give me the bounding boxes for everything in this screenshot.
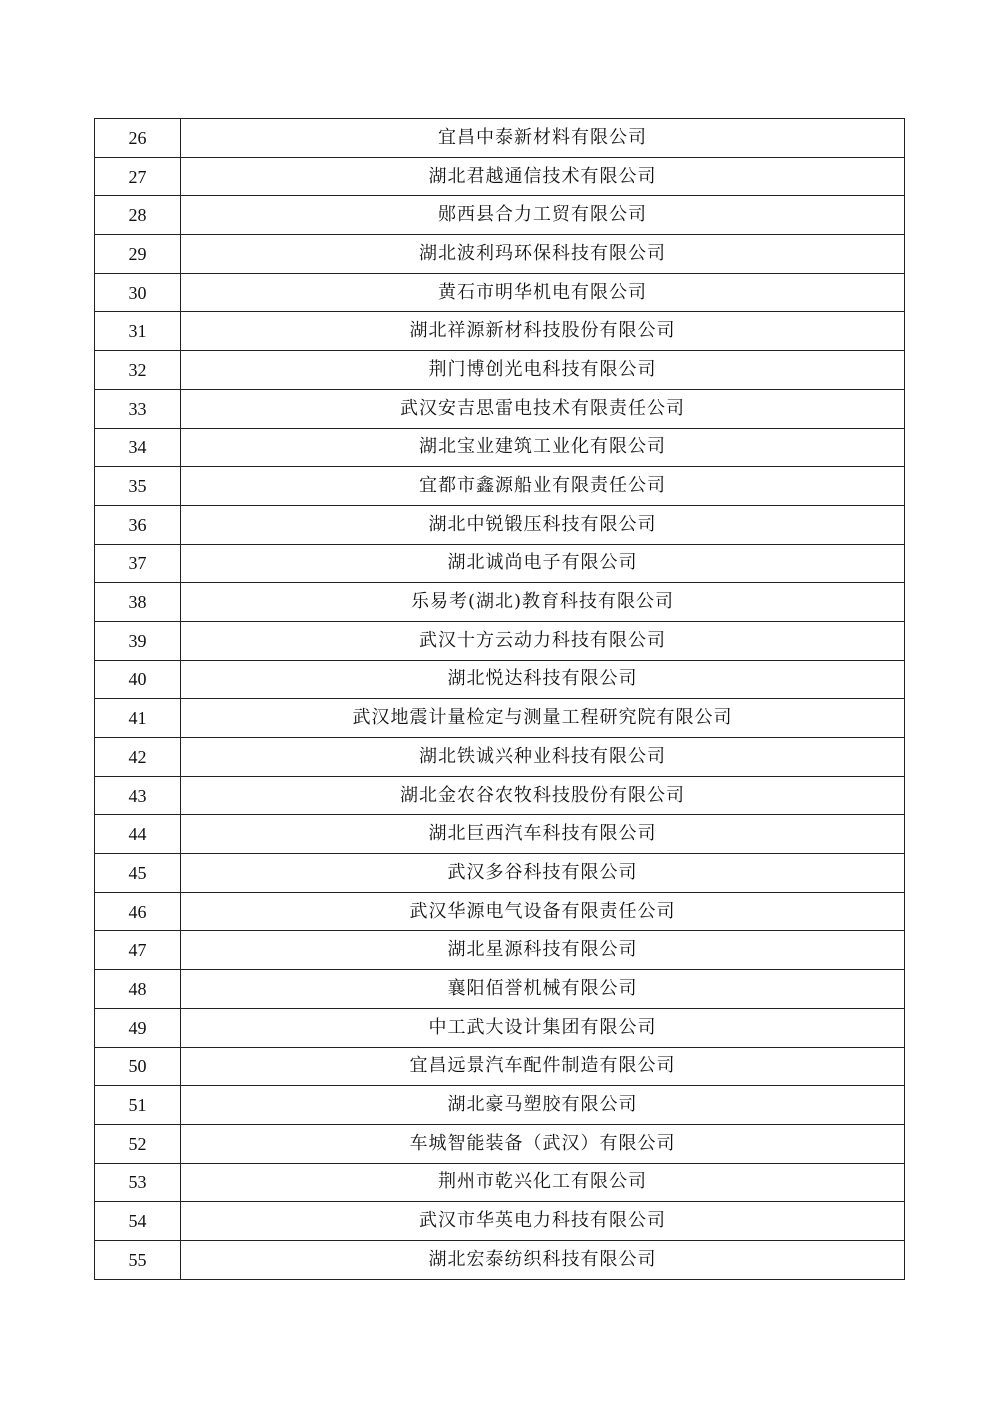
- company-name: 湖北诚尚电子有限公司: [181, 544, 905, 583]
- row-number: 45: [95, 854, 181, 893]
- company-name: 武汉地震计量检定与测量工程研究院有限公司: [181, 699, 905, 738]
- table-row: [95, 119, 905, 158]
- row-number: 35: [95, 467, 181, 506]
- company-name: 湖北君越通信技术有限公司: [181, 157, 905, 196]
- table-row: [95, 738, 905, 777]
- company-name: 武汉市华英电力科技有限公司: [181, 1202, 905, 1241]
- row-number: 38: [95, 583, 181, 622]
- table-row: [95, 931, 905, 970]
- company-name: 武汉多谷科技有限公司: [181, 854, 905, 893]
- table-row: [95, 621, 905, 660]
- table-row: [95, 389, 905, 428]
- company-name: 湖北宏泰纺织科技有限公司: [181, 1240, 905, 1279]
- company-name: 车城智能装备（武汉）有限公司: [181, 1124, 905, 1163]
- table-row: [95, 428, 905, 467]
- table-row: [95, 892, 905, 931]
- company-name: 湖北巨西汽车科技有限公司: [181, 815, 905, 854]
- row-number: 48: [95, 970, 181, 1009]
- row-number: 52: [95, 1124, 181, 1163]
- row-number: 34: [95, 428, 181, 467]
- company-name: 荆门博创光电科技有限公司: [181, 351, 905, 390]
- table-row: [95, 312, 905, 351]
- table-row: [95, 854, 905, 893]
- row-number: 41: [95, 699, 181, 738]
- table-row: [95, 467, 905, 506]
- company-name: 武汉华源电气设备有限责任公司: [181, 892, 905, 931]
- table-row: [95, 583, 905, 622]
- row-number: 36: [95, 505, 181, 544]
- row-number: 54: [95, 1202, 181, 1241]
- row-number: 55: [95, 1240, 181, 1279]
- row-number: 44: [95, 815, 181, 854]
- row-number: 32: [95, 351, 181, 390]
- company-list-body: [95, 119, 905, 1280]
- table-row: [95, 1202, 905, 1241]
- company-list-table: [94, 118, 905, 1280]
- company-name: 荆州市乾兴化工有限公司: [181, 1163, 905, 1202]
- company-name: 宜昌中泰新材料有限公司: [181, 119, 905, 158]
- table-row: [95, 970, 905, 1009]
- table-row: [95, 776, 905, 815]
- row-number: 40: [95, 660, 181, 699]
- row-number: 39: [95, 621, 181, 660]
- row-number: 50: [95, 1047, 181, 1086]
- row-number: 31: [95, 312, 181, 351]
- table-row: [95, 1240, 905, 1279]
- company-name: 湖北宝业建筑工业化有限公司: [181, 428, 905, 467]
- company-name: 湖北祥源新材科技股份有限公司: [181, 312, 905, 351]
- table-row: [95, 815, 905, 854]
- company-name: 湖北星源科技有限公司: [181, 931, 905, 970]
- row-number: 26: [95, 119, 181, 158]
- table-row: [95, 273, 905, 312]
- table-row: [95, 1086, 905, 1125]
- row-number: 42: [95, 738, 181, 777]
- company-name: 湖北金农谷农牧科技股份有限公司: [181, 776, 905, 815]
- company-name: 黄石市明华机电有限公司: [181, 273, 905, 312]
- company-name: 湖北中锐锻压科技有限公司: [181, 505, 905, 544]
- company-name: 中工武大设计集团有限公司: [181, 1008, 905, 1047]
- row-number: 37: [95, 544, 181, 583]
- table-row: [95, 1124, 905, 1163]
- company-name: 湖北悦达科技有限公司: [181, 660, 905, 699]
- row-number: 53: [95, 1163, 181, 1202]
- row-number: 30: [95, 273, 181, 312]
- row-number: 46: [95, 892, 181, 931]
- row-number: 29: [95, 235, 181, 274]
- company-name: 襄阳佰誉机械有限公司: [181, 970, 905, 1009]
- table-row: [95, 157, 905, 196]
- row-number: 47: [95, 931, 181, 970]
- company-name: 武汉安吉思雷电技术有限责任公司: [181, 389, 905, 428]
- company-name: 郧西县合力工贸有限公司: [181, 196, 905, 235]
- table-row: [95, 544, 905, 583]
- company-name: 宜都市鑫源船业有限责任公司: [181, 467, 905, 506]
- row-number: 49: [95, 1008, 181, 1047]
- row-number: 43: [95, 776, 181, 815]
- table-row: [95, 660, 905, 699]
- company-name: 武汉十方云动力科技有限公司: [181, 621, 905, 660]
- row-number: 27: [95, 157, 181, 196]
- table-row: [95, 196, 905, 235]
- row-number: 33: [95, 389, 181, 428]
- row-number: 28: [95, 196, 181, 235]
- table-row: [95, 351, 905, 390]
- company-name: 湖北豪马塑胶有限公司: [181, 1086, 905, 1125]
- table-row: [95, 699, 905, 738]
- table-row: [95, 505, 905, 544]
- company-name: 湖北波利玛环保科技有限公司: [181, 235, 905, 274]
- company-name: 乐易考(湖北)教育科技有限公司: [181, 583, 905, 622]
- table-row: [95, 1163, 905, 1202]
- row-number: 51: [95, 1086, 181, 1125]
- company-name: 宜昌远景汽车配件制造有限公司: [181, 1047, 905, 1086]
- company-name: 湖北铁诚兴种业科技有限公司: [181, 738, 905, 777]
- table-row: [95, 1047, 905, 1086]
- table-row: [95, 1008, 905, 1047]
- table-row: [95, 235, 905, 274]
